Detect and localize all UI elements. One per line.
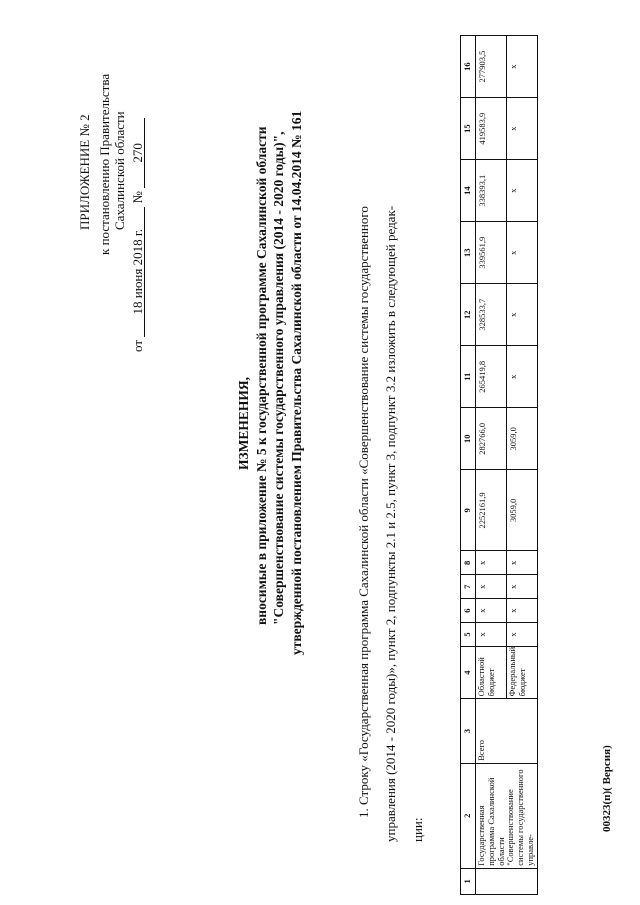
source-cell: Областной бюджет [476,646,507,698]
document-code: 00323(п)( Версия) [601,745,613,832]
header-cell: 3 [461,699,476,763]
appendix-number: 270 [131,118,145,188]
table-header-row [461,36,476,895]
row-index-cell [476,868,538,894]
table-cell: 3059,0 [507,470,538,551]
table-cell: х [507,284,538,346]
table-cell: х [507,623,538,647]
table-cell: х [476,551,507,575]
heading-line-4: утвержденной постановлением Правительства Сахалинской области от 14.04.2014 № 161 [289,110,304,655]
date-prefix: от [130,339,145,352]
header-cell: 10 [461,408,476,470]
table-cell: 339561,9 [476,222,507,284]
header-cell: 15 [461,98,476,160]
table-cell: 338393,1 [476,160,507,222]
source-cell: Федеральный бюджет [507,646,538,698]
table-cell: 265419,8 [476,346,507,408]
appendix-title: ПРИЛОЖЕНИЕ № 2 [77,114,92,230]
header-cell: 8 [461,551,476,575]
heading-line-3: "Совершенствование системы государственного управления (2014 - 2020 годы)", [271,131,286,625]
header-cell: 12 [461,284,476,346]
table-cell: х [507,551,538,575]
table-cell: 282766,0 [476,408,507,470]
table-cell: х [507,575,538,599]
table-cell: 328533,7 [476,284,507,346]
program-name-cell: Государственная программа Сахалинской области "Совершенствование системы государственного управле- [476,763,538,868]
appendix-line-2: Сахалинской области [112,111,127,230]
table-cell: х [476,623,507,647]
header-cell: 5 [461,623,476,647]
table-cell: х [507,346,538,408]
header-cell: 13 [461,222,476,284]
budget-table [460,35,540,895]
table-cell: х [507,599,538,623]
number-prefix: № [130,191,145,204]
appendix-date: 18 июня 2018 г. [131,207,145,337]
table-cell: 419583,9 [476,98,507,160]
header-cell: 4 [461,646,476,698]
table-cell: х [476,599,507,623]
body-line-2: управления (2014 - 2020 годы)», пункт 2, подпункты 2.1 и 2.5, пункт 3, подпункт 3.2 изложить в следующей редак- [383,205,398,842]
table-row [476,36,507,895]
table-cell: х [507,222,538,284]
table-cell: 3059,0 [507,408,538,470]
header-cell: 7 [461,575,476,599]
header-cell: 14 [461,160,476,222]
heading-title: ИЗМЕНЕНИЯ, [236,376,251,470]
header-cell: 11 [461,346,476,408]
table-cell: х [507,160,538,222]
table-cell: 2252161,9 [476,470,507,551]
body-line-1: 1. Строку «Государственная программа Сахалинской области «Совершенствование системы государственного [356,206,371,818]
table-cell: 277903,5 [476,36,507,98]
appendix-date-line [131,118,145,352]
header-cell: 2 [461,763,476,868]
appendix-line-1: к постановлению Правительства [97,73,112,255]
header-cell: 1 [461,868,476,894]
table-cell: х [507,36,538,98]
header-cell: 16 [461,36,476,98]
table-cell: х [507,98,538,160]
body-line-3: ции: [410,817,425,842]
total-label-cell: Всего [476,699,538,763]
table-cell: х [476,575,507,599]
heading-line-2: вносимые в приложение № 5 к государственной программе Сахалинской области [254,126,269,625]
header-cell: 9 [461,470,476,551]
header-cell: 6 [461,599,476,623]
